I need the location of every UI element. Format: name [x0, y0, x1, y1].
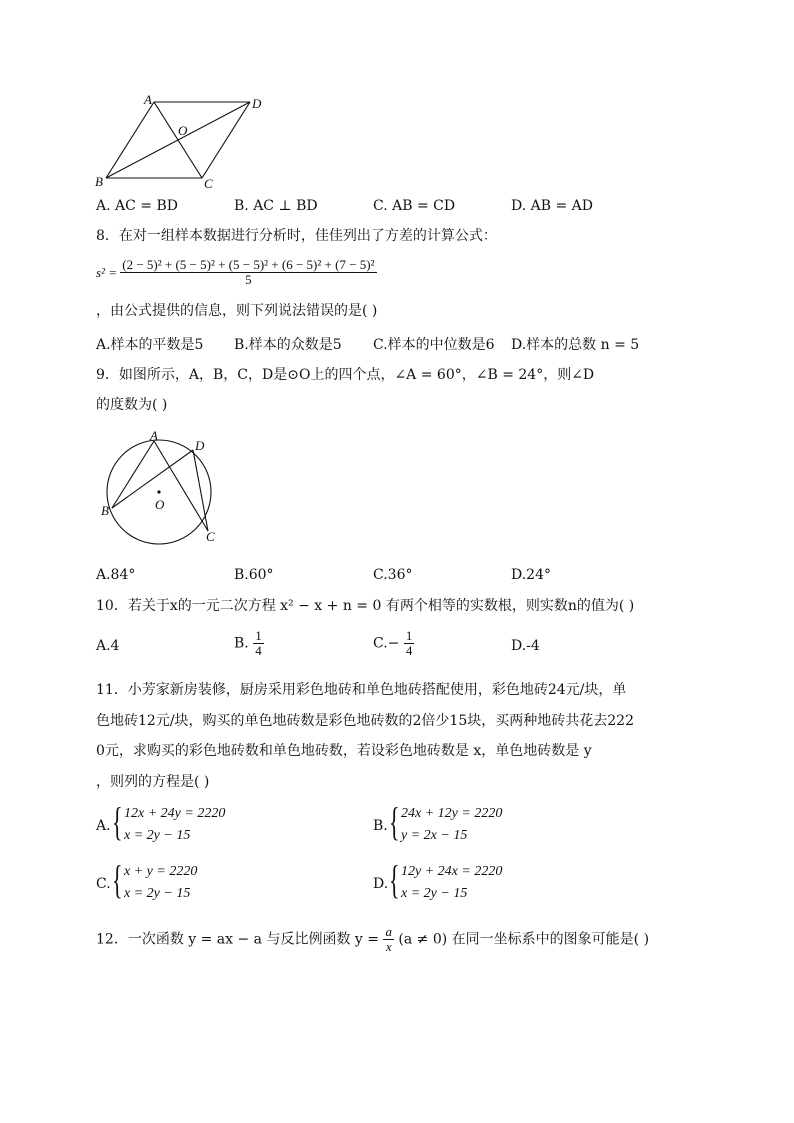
circle-label-b: B — [101, 503, 109, 518]
q11-option-c-eq1: x + y = 2220 — [124, 864, 198, 879]
q9-option-a: A.84° — [96, 567, 136, 583]
q8-formula-fraction — [120, 258, 376, 287]
q11-option-d-eq2: x = 2y − 15 — [401, 886, 468, 901]
q11-option-b-eq1: 24x + 12y = 2220 — [401, 806, 503, 821]
q11-option-a-eq2: x = 2y − 15 — [124, 828, 191, 843]
circle-label-c: C — [206, 529, 215, 544]
q9-option-b: B.60° — [234, 567, 274, 583]
q11-option-a-brace: { — [112, 799, 123, 844]
q11-option-b-brace: { — [389, 799, 400, 844]
q9-stem: 9．如图所示，A，B，C，D是⊙O上的四个点，∠A = 60°，∠B = 24°，则∠D — [96, 367, 595, 383]
q12-fraction-den: x — [385, 939, 392, 954]
q7-option-a: A. AC = BD — [96, 198, 178, 214]
q10-option-c-num: 1 — [405, 628, 413, 643]
q8-option-a: A.样本的平数是5 — [96, 337, 204, 353]
label-o: O — [178, 123, 188, 138]
q8-option-b: B.样本的众数是5 — [234, 337, 342, 353]
q11-line3: 0元，求购买的彩色地砖数和单色地砖数，若设彩色地砖数是 x，单色地砖数是 y — [96, 743, 592, 759]
q11-option-b-eq2: y = 2x − 15 — [401, 828, 468, 843]
q10-option-c-label: C.− — [373, 635, 400, 652]
q12-stem — [96, 925, 649, 954]
q11-option-c-system — [124, 861, 197, 905]
q8-option-d: D.样本的总数 n = 5 — [511, 337, 640, 353]
q10-option-b-label: B. — [234, 635, 249, 652]
q11-option-c-brace: { — [112, 857, 123, 902]
q12-fraction — [383, 925, 394, 954]
q11-line1: 11．小芳家新房装修，厨房采用彩色地砖和单色地砖搭配使用，彩色地砖24元/块，单 — [96, 682, 627, 698]
q11-option-d-label: D. — [373, 876, 389, 892]
q9-option-d: D.24° — [511, 567, 551, 583]
q8-stem: 8．在对一组样本数据进行分析时，佳佳列出了方差的计算公式： — [96, 228, 497, 244]
q12-fraction-num: a — [385, 924, 392, 939]
q8-tail: ，由公式提供的信息，则下列说法错误的是( ) — [96, 303, 378, 319]
q11-option-a-eq1: 12x + 24y = 2220 — [124, 806, 226, 821]
q10-option-b — [234, 629, 264, 658]
q11-option-c-eq2: x = 2y − 15 — [124, 886, 191, 901]
q10-option-c-fraction — [404, 629, 415, 658]
rhombus-figure — [90, 92, 280, 192]
label-d: D — [252, 96, 262, 111]
q10-option-a: A.4 — [96, 638, 120, 654]
label-c: C — [204, 176, 213, 191]
q11-option-b-label: B. — [373, 818, 388, 834]
q9-stem-line2: 的度数为( ) — [96, 397, 168, 413]
q11-option-a-system — [124, 803, 225, 847]
q11-option-c-label: C. — [96, 876, 111, 892]
q10-stem: 10．若关于x的一元二次方程 x² − x + n = 0 有两个相等的实数根，则实数n的值为( ) — [96, 598, 635, 614]
label-a: A — [144, 92, 152, 107]
q11-option-b-system — [401, 803, 502, 847]
q11-option-d-eq1: 12y + 24x = 2220 — [401, 864, 503, 879]
q7-option-b: B. AC ⊥ BD — [234, 198, 318, 214]
q12-stem-part2: (a ≠ 0) 在同一坐标系中的图象可能是( ) — [398, 931, 650, 948]
circle-figure — [96, 428, 226, 548]
label-b: B — [95, 174, 103, 189]
q10-option-b-den: 4 — [255, 643, 262, 658]
q11-option-d-brace: { — [389, 857, 400, 902]
q10-option-c-den: 4 — [405, 643, 413, 658]
q10-option-c — [373, 629, 414, 658]
q8-formula-numerator: (2 − 5)² + (5 − 5)² + (5 − 5)² + (6 − 5)² + (7 − 5)² — [122, 257, 375, 272]
q12-stem-part1: 12．一次函数 y = ax − a 与反比例函数 y = — [96, 931, 380, 948]
q9-option-c: C.36° — [373, 567, 413, 583]
q8-formula — [96, 258, 377, 287]
q10-option-d: D.-4 — [511, 638, 540, 654]
circle-label-d: D — [195, 438, 205, 453]
q8-option-c: C.样本的中位数是6 — [373, 337, 495, 353]
q8-formula-lhs: s² = — [96, 264, 117, 280]
q11-line4: ，则列的方程是( ) — [96, 774, 210, 790]
q7-option-d: D. AB = AD — [511, 198, 593, 214]
q7-option-c: C. AB = CD — [373, 198, 456, 214]
circle-label-a: A — [150, 428, 158, 443]
circle-label-o: O — [155, 497, 165, 512]
q10-option-b-num: 1 — [255, 628, 262, 643]
q11-option-a-label: A. — [96, 818, 111, 834]
q10-option-b-fraction — [253, 629, 264, 658]
q11-line2: 色地砖12元/块，购买的单色地砖数是彩色地砖数的2倍少15块，买两种地砖共花去222 — [96, 713, 634, 729]
q11-option-d-system — [401, 861, 502, 905]
q8-formula-denominator: 5 — [245, 272, 252, 287]
